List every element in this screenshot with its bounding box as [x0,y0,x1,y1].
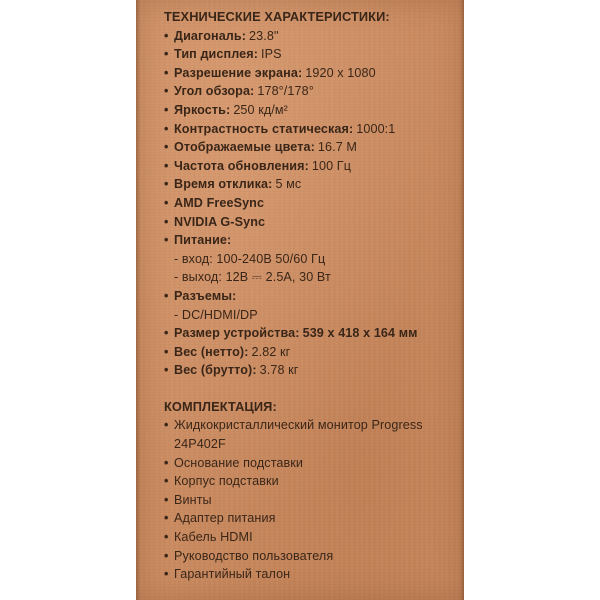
bullet-icon: • [164,28,169,43]
contents-section [164,398,460,584]
bullet-icon: • [164,492,169,507]
contents-item-warranty: • Гарантийный талон [164,565,460,584]
contents-item-screws: • Винты [164,491,460,510]
contents-item-manual: • Руководство пользователя [164,547,460,566]
spec-row-freesync: • AMD FreeSync [164,194,460,213]
bullet-icon: • [164,47,169,62]
spec-row-resolution: • Разрешение экрана: 1920 x 1080 [164,64,460,83]
contents-item-monitor: • Жидкокристаллический монитор Progress 24P402F [164,416,460,453]
contents-item-power-adapter: • Адаптер питания [164,509,460,528]
box-edge-left [136,0,140,600]
spec-row-net-weight: • Вес (нетто): 2.82 кг [164,343,460,362]
contents-item-stand-base: • Основание подставки [164,454,460,473]
contents-item-hdmi-cable: • Кабель HDMI [164,528,460,547]
spec-ports-value: - DC/HDMI/DP [174,307,258,322]
bullet-icon: • [164,567,169,582]
bullet-icon: • [164,158,169,173]
spec-row-gsync: • NVIDIA G-Sync [164,213,460,232]
spec-row-display-type: • Тип дисплея: IPS [164,45,460,64]
bullet-icon: • [164,455,169,470]
bullet-icon: • [164,474,169,489]
bullet-icon: • [164,65,169,80]
contents-item-stand-body: • Корпус подставки [164,472,460,491]
spec-row-contrast: • Контрастность статическая: 1000:1 [164,120,460,139]
bullet-icon: • [164,214,169,229]
spec-row-brightness: • Яркость: 250 кд/м² [164,101,460,120]
spec-row-diagonal: • Диагональ: 23.8" [164,27,460,46]
spec-power-input: - вход: 100-240В 50/60 Гц [174,251,326,266]
bullet-icon: • [164,418,169,433]
spec-row-gross-weight: • Вес (брутто): 3.78 кг [164,361,460,380]
bullet-icon: • [164,140,169,155]
spec-power-output: - выход: 12В ⎓ 2.5А, 30 Вт [174,270,331,285]
contents-heading: КОМПЛЕКТАЦИЯ: [164,398,277,414]
spec-row-refresh-rate: • Частота обновления: 100 Гц [164,157,460,176]
bullet-icon: • [164,530,169,545]
specs-heading: ТЕХНИЧЕСКИЕ ХАРАКТЕРИСТИКИ: [164,9,390,24]
bullet-icon: • [164,121,169,136]
bullet-icon: • [164,548,169,563]
bullet-icon: • [164,363,169,378]
spec-row-response-time: • Время отклика: 5 мс [164,175,460,194]
spec-row-size: • Размер устройства: 539 x 418 x 164 мм [164,324,460,343]
bullet-icon: • [164,326,169,341]
bullet-icon: • [164,84,169,99]
section-gap [164,380,460,398]
box-edge-right [460,0,464,600]
bullet-icon: • [164,344,169,359]
spec-row-ports: • Разъемы: [164,287,460,306]
bullet-icon: • [164,195,169,210]
bullet-icon: • [164,288,169,303]
spec-row-viewing-angle: • Угол обзора: 178°/178° [164,82,460,101]
bullet-icon: • [164,511,169,526]
bullet-icon: • [164,233,169,248]
bullet-icon: • [164,177,169,192]
spec-row-power: • Питание: [164,231,460,250]
spec-row-colors: • Отображаемые цвета: 16.7 M [164,138,460,157]
bullet-icon: • [164,102,169,117]
printed-spec-text [164,8,460,584]
